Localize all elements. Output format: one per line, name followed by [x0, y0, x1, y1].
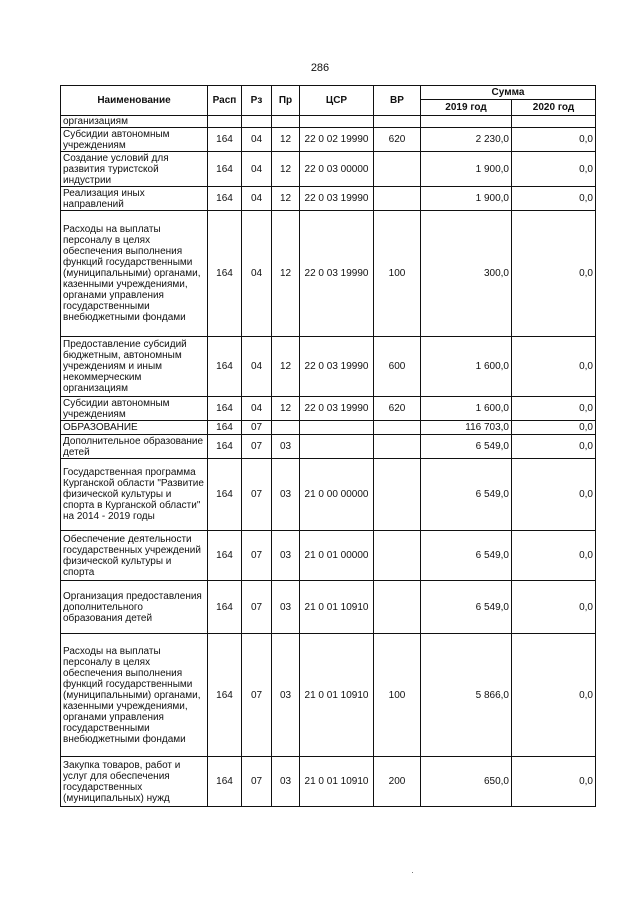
cell-y2019: 1 900,0 [421, 187, 512, 211]
cell-y2020: 0,0 [512, 757, 596, 807]
cell-y2019: 1 900,0 [421, 152, 512, 187]
cell-rz [242, 116, 272, 128]
cell-pr: 03 [272, 435, 300, 459]
table-row [61, 128, 596, 152]
cell-y2019: 2 230,0 [421, 128, 512, 152]
cell-rasp [208, 116, 242, 128]
cell-pr: 12 [272, 152, 300, 187]
cell-rz: 04 [242, 187, 272, 211]
cell-rasp: 164 [208, 421, 242, 435]
cell-name: Предоставление субсидий бюджетным, автономным учреждениям и иным некоммерческим организациям [61, 337, 208, 397]
cell-rasp: 164 [208, 581, 242, 634]
cell-vr [374, 421, 421, 435]
table-row [61, 187, 596, 211]
cell-name: Реализация иных направлений [61, 187, 208, 211]
cell-y2019: 650,0 [421, 757, 512, 807]
table-row [61, 459, 596, 531]
cell-y2020: 0,0 [512, 435, 596, 459]
cell-csr: 22 0 03 00000 [300, 152, 374, 187]
cell-csr: 22 0 03 19990 [300, 211, 374, 337]
table-row [61, 211, 596, 337]
cell-pr: 12 [272, 337, 300, 397]
cell-vr: 200 [374, 757, 421, 807]
cell-pr: 12 [272, 187, 300, 211]
cell-y2020: 0,0 [512, 421, 596, 435]
cell-csr: 21 0 01 10910 [300, 581, 374, 634]
cell-y2019: 116 703,0 [421, 421, 512, 435]
cell-name: Расходы на выплаты персоналу в целях обеспечения выполнения функций государственными (муниципальными) органами, казенными учреждениями, органами управления государственными внебюджетными фондами [61, 634, 208, 757]
cell-rasp: 164 [208, 397, 242, 421]
cell-y2019: 6 549,0 [421, 581, 512, 634]
cell-y2020: 0,0 [512, 152, 596, 187]
cell-y2019 [421, 116, 512, 128]
cell-vr [374, 531, 421, 581]
table-row [61, 531, 596, 581]
cell-rz: 07 [242, 634, 272, 757]
cell-vr [374, 187, 421, 211]
cell-csr [300, 435, 374, 459]
cell-y2019: 6 549,0 [421, 435, 512, 459]
table-row [61, 435, 596, 459]
cell-csr [300, 116, 374, 128]
table-row [61, 152, 596, 187]
header-2020: 2020 год [512, 100, 596, 116]
cell-rz: 04 [242, 152, 272, 187]
cell-y2019: 6 549,0 [421, 459, 512, 531]
cell-csr: 21 0 01 00000 [300, 531, 374, 581]
cell-rasp: 164 [208, 211, 242, 337]
cell-pr: 12 [272, 397, 300, 421]
table-row [61, 757, 596, 807]
cell-rz: 04 [242, 128, 272, 152]
cell-rz: 04 [242, 337, 272, 397]
cell-rz: 07 [242, 421, 272, 435]
cell-name: Расходы на выплаты персоналу в целях обеспечения выполнения функций государственными (муниципальными) органами, казенными учреждениями, органами управления государственными внебюджетными фондами [61, 211, 208, 337]
cell-y2019: 6 549,0 [421, 531, 512, 581]
header-rz: Рз [242, 86, 272, 116]
cell-vr [374, 581, 421, 634]
header-name: Наименование [61, 86, 208, 116]
cell-y2020: 0,0 [512, 128, 596, 152]
cell-csr: 22 0 03 19990 [300, 397, 374, 421]
cell-vr [374, 152, 421, 187]
cell-rasp: 164 [208, 128, 242, 152]
cell-csr: 22 0 03 19990 [300, 337, 374, 397]
cell-pr: 03 [272, 459, 300, 531]
cell-y2020: 0,0 [512, 187, 596, 211]
cell-rasp: 164 [208, 337, 242, 397]
cell-rz: 07 [242, 757, 272, 807]
cell-vr [374, 116, 421, 128]
cell-pr: 03 [272, 531, 300, 581]
table-row [61, 421, 596, 435]
table-row [61, 337, 596, 397]
cell-rasp: 164 [208, 757, 242, 807]
cell-csr: 22 0 03 19990 [300, 187, 374, 211]
cell-csr: 21 0 01 10910 [300, 634, 374, 757]
header-sum: Сумма [421, 86, 596, 100]
cell-name: Организация предоставления дополнительного образования детей [61, 581, 208, 634]
cell-name: Государственная программа Курганской области "Развитие физической культуры и спорта в Курганской области" на 2014 - 2019 годы [61, 459, 208, 531]
table-row [61, 397, 596, 421]
cell-rasp: 164 [208, 634, 242, 757]
cell-rz: 07 [242, 435, 272, 459]
header-pr: Пр [272, 86, 300, 116]
cell-y2020: 0,0 [512, 531, 596, 581]
scan-speck [412, 872, 413, 873]
cell-name: Обеспечение деятельности государственных учреждений физической культуры и спорта [61, 531, 208, 581]
table-row [61, 116, 596, 128]
cell-rasp: 164 [208, 531, 242, 581]
cell-name: Субсидии автономным учреждениям [61, 397, 208, 421]
cell-vr: 620 [374, 128, 421, 152]
cell-y2020: 0,0 [512, 397, 596, 421]
cell-vr [374, 435, 421, 459]
cell-rz: 04 [242, 211, 272, 337]
cell-name: Создание условий для развития туристской индустрии [61, 152, 208, 187]
cell-y2020: 0,0 [512, 337, 596, 397]
cell-rasp: 164 [208, 459, 242, 531]
header-csr: ЦСР [300, 86, 374, 116]
cell-y2020: 0,0 [512, 581, 596, 634]
cell-name: Дополнительное образование детей [61, 435, 208, 459]
cell-pr: 03 [272, 634, 300, 757]
cell-y2019: 300,0 [421, 211, 512, 337]
cell-name: Субсидии автономным учреждениям [61, 128, 208, 152]
cell-rz: 07 [242, 531, 272, 581]
cell-pr: 03 [272, 757, 300, 807]
cell-vr: 100 [374, 634, 421, 757]
header-2019: 2019 год [421, 100, 512, 116]
cell-y2020 [512, 116, 596, 128]
cell-pr [272, 116, 300, 128]
cell-rasp: 164 [208, 435, 242, 459]
cell-y2019: 1 600,0 [421, 397, 512, 421]
cell-csr: 21 0 01 10910 [300, 757, 374, 807]
cell-csr: 21 0 00 00000 [300, 459, 374, 531]
cell-name: Закупка товаров, работ и услуг для обеспечения государственных (муниципальных) нужд [61, 757, 208, 807]
page-number: 286 [310, 62, 330, 74]
cell-pr: 12 [272, 211, 300, 337]
cell-csr [300, 421, 374, 435]
cell-rz: 07 [242, 459, 272, 531]
cell-pr: 12 [272, 128, 300, 152]
cell-y2019: 5 866,0 [421, 634, 512, 757]
table-row [61, 634, 596, 757]
cell-pr [272, 421, 300, 435]
cell-csr: 22 0 02 19990 [300, 128, 374, 152]
cell-name: организациям [61, 116, 208, 128]
budget-table [60, 85, 596, 807]
cell-rasp: 164 [208, 187, 242, 211]
cell-vr: 600 [374, 337, 421, 397]
cell-pr: 03 [272, 581, 300, 634]
header-vr: ВР [374, 86, 421, 116]
header-rasp: Расп [208, 86, 242, 116]
cell-vr: 100 [374, 211, 421, 337]
cell-y2020: 0,0 [512, 211, 596, 337]
cell-y2020: 0,0 [512, 459, 596, 531]
table-row [61, 581, 596, 634]
cell-vr: 620 [374, 397, 421, 421]
cell-y2020: 0,0 [512, 634, 596, 757]
cell-rz: 04 [242, 397, 272, 421]
cell-name: ОБРАЗОВАНИЕ [61, 421, 208, 435]
cell-rasp: 164 [208, 152, 242, 187]
cell-rz: 07 [242, 581, 272, 634]
cell-y2019: 1 600,0 [421, 337, 512, 397]
cell-vr [374, 459, 421, 531]
